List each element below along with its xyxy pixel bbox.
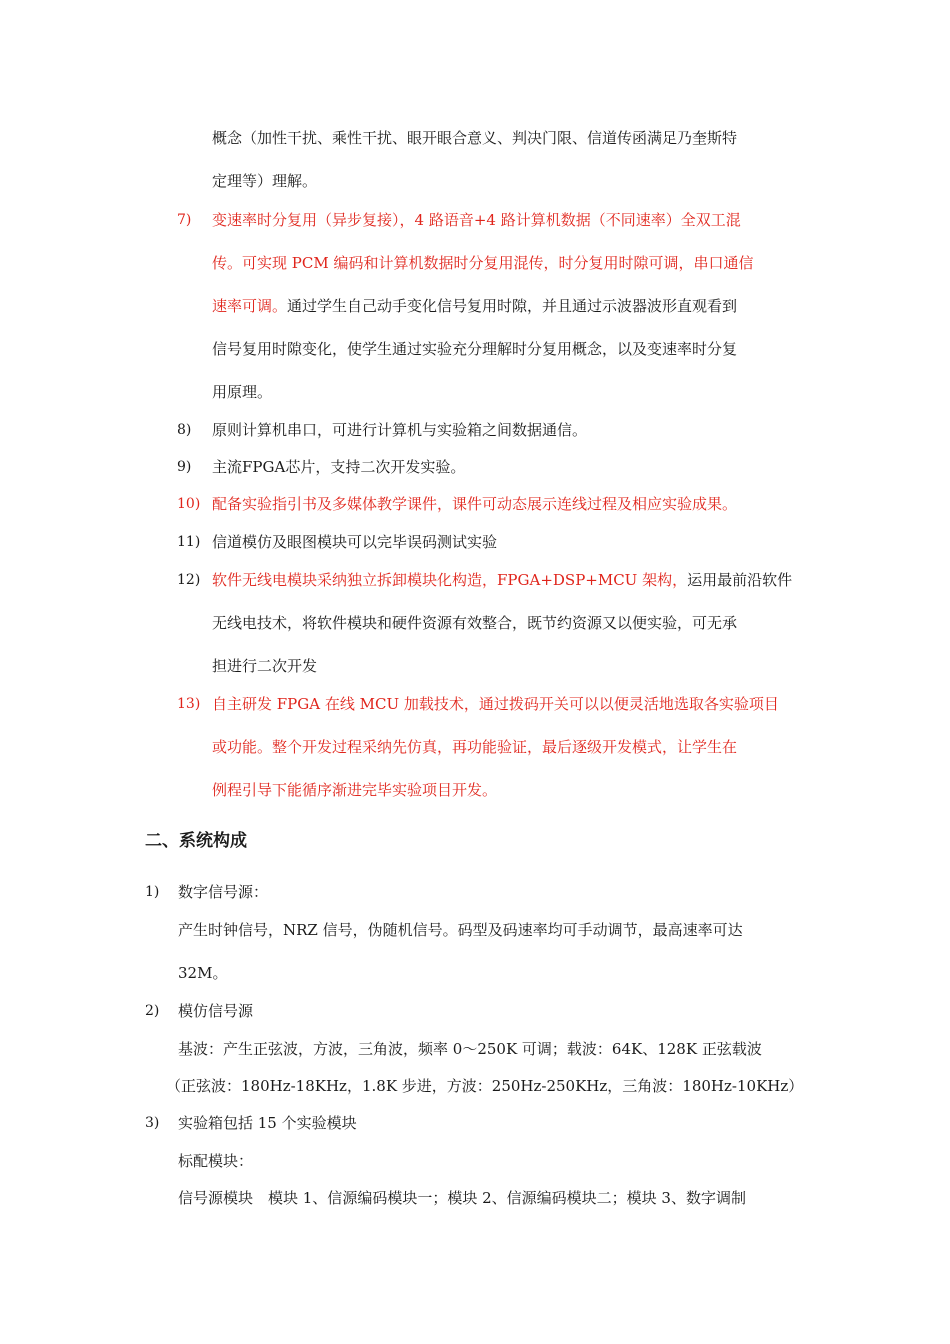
list-item-number: 13) bbox=[177, 696, 201, 712]
list-item-text-mixed bbox=[212, 570, 792, 590]
section-entry-text: 产生时钟信号，NRZ 信号，伪随机信号。码型及码速率均可手动调节，最高速率可达 bbox=[178, 921, 743, 939]
section-entry-text: 信号源模块 模块 1、信源编码模块一；模块 2、信源编码模块二；模块 3、数字调制 bbox=[178, 1189, 746, 1207]
list-item-text: 配备实验指引书及多媒体教学课件，课件可动态展示连线过程及相应实验成果。 bbox=[212, 495, 738, 513]
list-item-text: 信道模仿及眼图模块可以完毕误码测试实验 bbox=[212, 533, 498, 551]
list-item-text: 传。可实现 PCM 编码和计算机数据时分复用混传，时分复用时隙可调，串口通信 bbox=[212, 254, 754, 272]
intro-line-2: 定理等）理解。 bbox=[212, 172, 318, 190]
list-item-text: 或功能。整个开发过程采纳先仿真，再功能验证，最后逐级开发模式，让学生在 bbox=[212, 738, 738, 756]
list-item-text: 信号复用时隙变化，使学生通过实验充分理解时分复用概念，以及变速率时分复 bbox=[212, 340, 738, 358]
list-item-text-mixed bbox=[212, 296, 737, 316]
section-heading: 二、系统构成 bbox=[145, 831, 247, 851]
list-item-text-red: 软件无线电模块采纳独立拆卸模块化构造，FPGA+DSP+MCU 架构， bbox=[212, 571, 688, 589]
section-entry-number: 1) bbox=[145, 884, 160, 900]
list-item-text: 例程引导下能循序渐进完毕实验项目开发。 bbox=[212, 781, 498, 799]
intro-line-1: 概念（加性干扰、乘性干扰、眼开眼合意义、判决门限、信道传函满足乃奎斯特 bbox=[212, 129, 738, 147]
list-item-text: 原则计算机串口，可进行计算机与实验箱之间数据通信。 bbox=[212, 421, 588, 439]
list-item-number: 11) bbox=[177, 534, 201, 550]
section-entry-number: 3) bbox=[145, 1115, 160, 1131]
list-item-text: 主流FPGA芯片，支持二次开发实验。 bbox=[212, 458, 466, 476]
list-item-text: 无线电技术，将软件模块和硬件资源有效整合，既节约资源又以便实验，可无承 bbox=[212, 614, 738, 632]
list-item-number: 7) bbox=[177, 212, 192, 228]
section-entry-label: 实验箱包括 15 个实验模块 bbox=[178, 1114, 357, 1132]
list-item-text-red: 速率可调。 bbox=[212, 297, 288, 315]
list-item-text: 自主研发 FPGA 在线 MCU 加载技术，通过拨码开关可以以便灵活地选取各实验项目 bbox=[212, 695, 779, 713]
list-item-number: 9) bbox=[177, 459, 192, 475]
section-entry-text: 32M。 bbox=[178, 964, 228, 982]
section-entry-text: 标配模块： bbox=[178, 1152, 254, 1170]
list-item-text: 变速率时分复用（异步复接），4 路语音+4 路计算机数据（不同速率）全双工混 bbox=[212, 211, 741, 229]
list-item-text: 担进行二次开发 bbox=[212, 657, 318, 675]
section-entry-label: 模仿信号源 bbox=[178, 1002, 254, 1020]
section-entry-number: 2) bbox=[145, 1003, 160, 1019]
list-item-number: 10) bbox=[177, 496, 201, 512]
list-item-number: 8) bbox=[177, 422, 192, 438]
list-item-number: 12) bbox=[177, 572, 201, 588]
list-item-text-black: 通过学生自己动手变化信号复用时隙，并且通过示波器波形直观看到 bbox=[287, 297, 738, 315]
list-item-text: 用原理。 bbox=[212, 383, 273, 401]
section-entry-text: （正弦波：180Hz-18KHz，1.8K 步进，方波：250Hz-250KHz，三角波：180Hz-10KHz） bbox=[166, 1077, 804, 1095]
section-entry-label: 数字信号源： bbox=[178, 883, 269, 901]
section-entry-text: 基波：产生正弦波，方波，三角波，频率 0～250K 可调；载波：64K、128K 正弦载波 bbox=[178, 1040, 762, 1058]
list-item-text-black: 运用最前沿软件 bbox=[687, 571, 793, 589]
